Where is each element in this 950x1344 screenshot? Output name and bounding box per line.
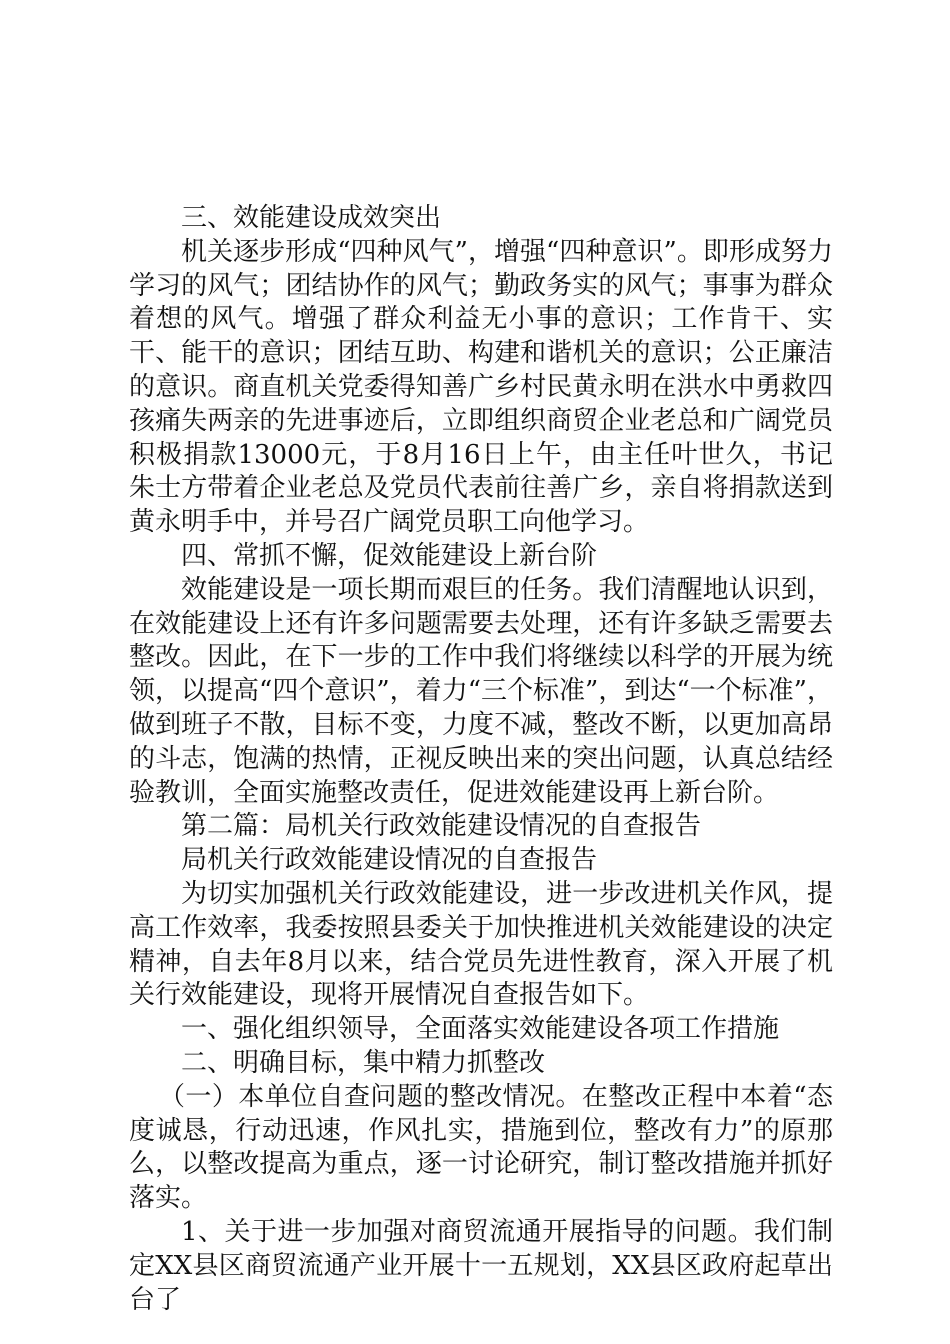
section-heading-3: 三、效能建设成效突出: [181, 203, 442, 233]
body-paragraph: 为切实加强机关行政效能建设，进一步改进机关作风，提高工作效率，我委按照县委关于加快推进机关效能建设的决定精神，自去年8月以来，结合党员先进性教育，深入开展了机关行效能建设，现将开展情况自查报告如下。: [129, 878, 833, 1011]
body-paragraph: 效能建设是一项长期而艰巨的任务。我们清醒地认识到，在效能建设上还有许多问题需要去处理，还有许多缺乏需要去整改。因此，在下一步的工作中我们将继续以科学的开展为统领，以提高“四个意识”，着力“三个标准”，到达“一个标准”，做到班子不散，目标不变，力度不减，整改不断，以更加高昂的斗志，饱满的热情，正视反映出来的突出问题，认真总结经验教训，全面实施整改责任，促进效能建设再上新台阶。: [129, 574, 833, 808]
section-heading-4: 四、常抓不懈，促效能建设上新台阶: [181, 540, 598, 571]
document-body: [129, 202, 833, 1317]
body-paragraph: 机关逐步形成“四种风气”，增强“四种意识”。即形成努力学习的风气；团结协作的风气；勤政务实的风气；事事为群众着想的风气。增强了群众利益无小事的意识；工作肯干、实干、能干的意识；团结互助、构建和谐机关的意识；公正廉洁的意识。商直机关党委得知善广乡村民黄永明在洪水中勇救四孩痛失两亲的先进事迹后，立即组织商贸企业老总和广阔党员积极捐款13000元，于8月16日上午，由主任叶世久，书记朱士方带着企业老总及党员代表前往善广乡，亲自将捐款送到黄永明手中，并号召广阔党员职工向他学习。: [129, 236, 833, 538]
report-title: 局机关行政效能建设情况的自查报告: [181, 845, 598, 876]
section-heading-2: 二、明确目标，集中精力抓整改: [181, 1047, 546, 1078]
body-paragraph: （一）本单位自查问题的整改情况。在整改正程中本着“态度诚恳，行动迅速，作风扎实，措施到位，整改有力”的原那么，以整改提高为重点，逐一讨论研究，制订整改措施并抓好落实。: [129, 1081, 833, 1214]
section-heading-1: 一、强化组织领导，全面落实效能建设各项工作措施: [181, 1014, 780, 1045]
body-paragraph: 1、关于进一步加强对商贸流通开展指导的问题。我们制定XX县区商贸流通产业开展十一五规划，XX县区政府起草出台了: [129, 1216, 833, 1315]
chapter-title: 第二篇：局机关行政效能建设情况的自查报告: [181, 811, 702, 842]
